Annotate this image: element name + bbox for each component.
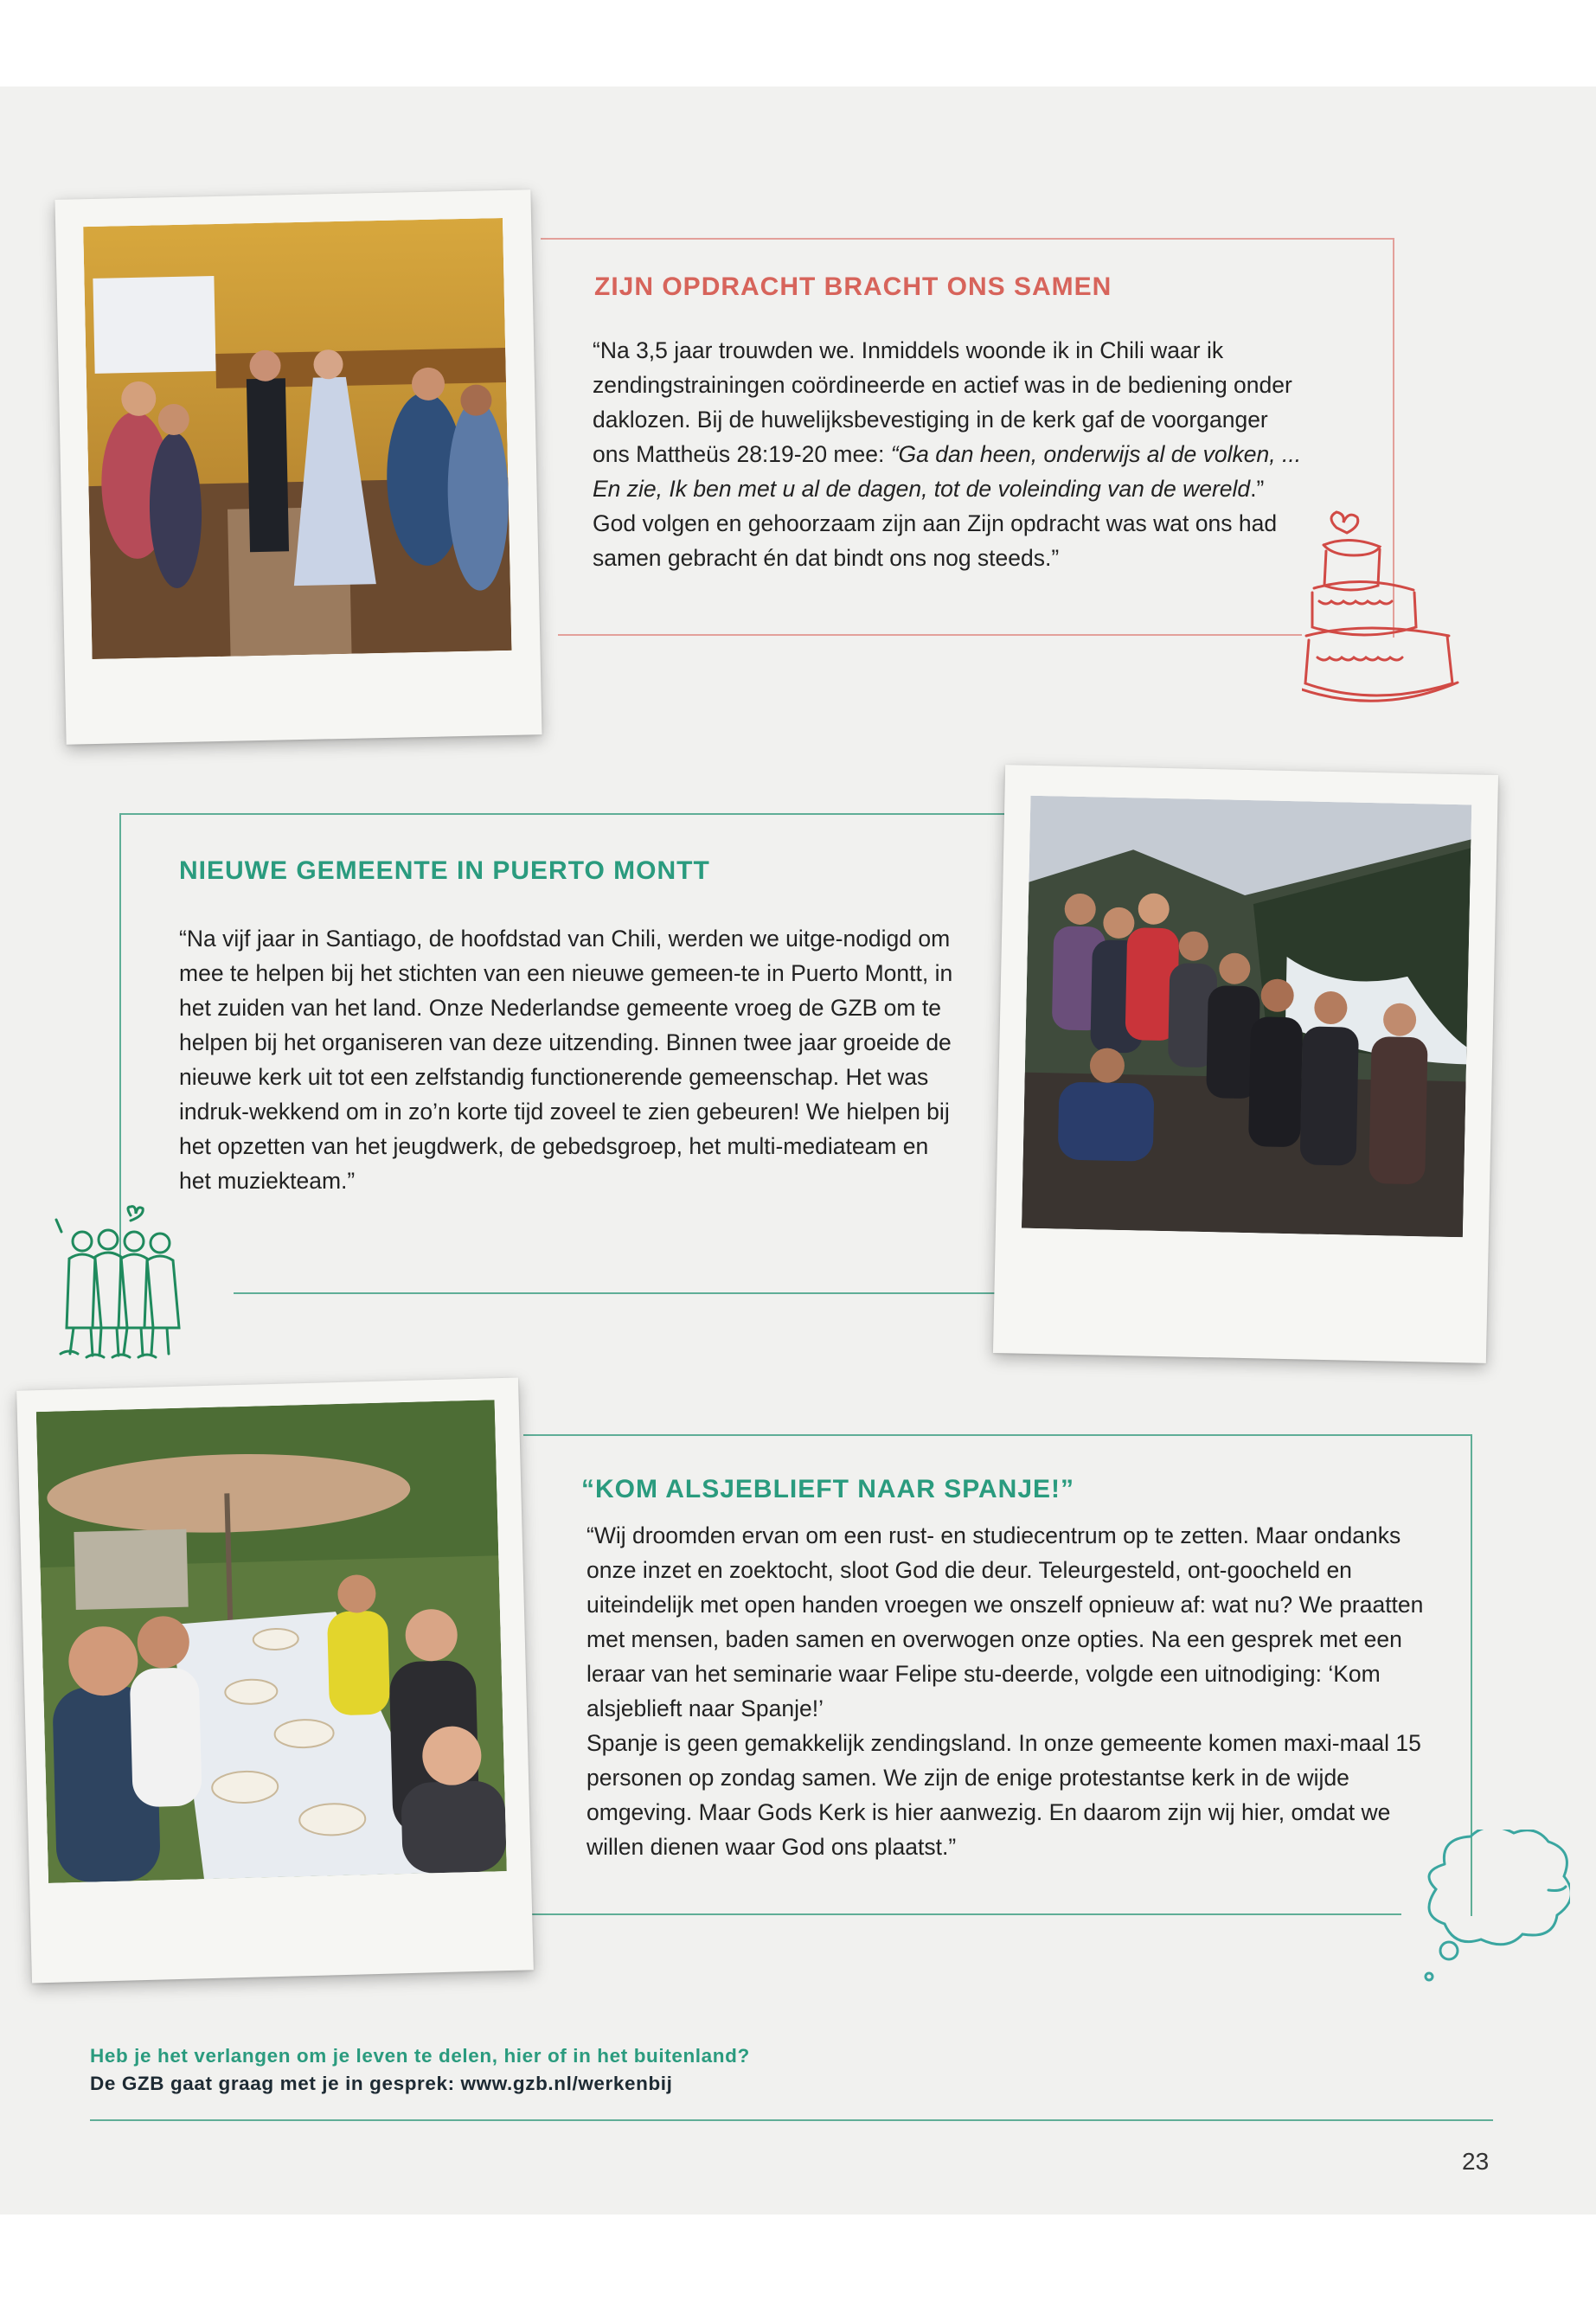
section1-body-text-1: “Na 3,5 jaar trouwden we. Inmiddels woonde ik in Chili waar ik zendingstrainingen coördineerde en actief was in de bediening onder daklozen. Bij de huwelijksbevestiging in de kerk gaf de voorganger ons Mattheüs 28:19-20 mee: xyxy=(593,337,1292,467)
wedding-cake-icon xyxy=(1302,506,1462,727)
dinner-table-photo xyxy=(36,1400,507,1883)
section2-body-text: “Na vijf jaar in Santiago, de hoofdstad van Chili, werden we uitge-nodigd om mee te helpen bij het stichten van een nieuwe gemeen-te in Puerto Montt, in het zuiden van het land. Onze Nederlandse gemeente vroeg de GZB om te helpen bij het organiseren van deze uitzending. Binnen twee jaar groeide de nieuwe kerk uit tot een zelfstandig functionerende gemeenschap. Het was indruk-wekkend om in zo’n korte tijd zoveel te zien gebeuren! We hielpen bij het opzetten van het jeugdwerk, de gebedsgroep, het multi-mediateam en het muziekteam.” xyxy=(179,926,953,1194)
page-number: 23 xyxy=(1462,2148,1490,2175)
wedding-polaroid xyxy=(54,189,542,744)
cta-line1: Heb je het verlangen om je leven te delen, hier of in het buitenland? xyxy=(90,2045,750,2067)
group-polaroid xyxy=(993,765,1498,1363)
section2-bottom-rule xyxy=(234,1292,995,1294)
wedding-photo xyxy=(83,218,511,659)
section1-bottom-rule xyxy=(558,634,1302,636)
section1-body-quote: “Ga dan heen, onderwijs al de volken, ... En zie, Ik ben met u al de dagen, tot de voleinding van de wereld xyxy=(593,441,1302,502)
section1-body-text-2: .” God volgen en gehoorzaam zijn aan Zijn opdracht was wat ons had samen gebracht én dat bindt ons nog steeds.” xyxy=(593,476,1278,571)
footer-rule xyxy=(90,2119,1493,2121)
section2-body xyxy=(179,921,962,1198)
people-group-icon xyxy=(48,1198,203,1371)
section3-bottom-rule xyxy=(510,1913,1401,1915)
section2-heading: NIEUWE GEMEENTE IN PUERTO MONTT xyxy=(179,856,710,885)
speech-cloud-icon xyxy=(1419,1830,1570,1990)
section1-body xyxy=(593,333,1306,575)
section3-body-text-2: Spanje is geen gemakkelijk zendingsland. In onze gemeente komen maxi-maal 15 personen op zondag samen. We zijn de enige protestantse kerk in de wijde omgeving. Maar Gods Kerk is hier aanwezig. En daarom zijn wij hier, omdat we willen dienen waar God ons plaatst.” xyxy=(586,1730,1421,1860)
dinner-polaroid xyxy=(16,1378,534,1984)
group-waterfall-photo xyxy=(1022,796,1471,1238)
cta-line2: De GZB gaat graag met je in gesprek: www.gzb.nl/werkenbij xyxy=(90,2073,673,2094)
section3-heading: “KOM ALSJEBLIEFT NAAR SPANJE!” xyxy=(581,1475,1075,1503)
section3-body xyxy=(586,1518,1430,1864)
section1-heading: ZIJN OPDRACHT BRACHT ONS SAMEN xyxy=(594,272,1112,301)
section3-body-text-1: “Wij droomden ervan om een rust- en studiecentrum op te zetten. Maar ondanks onze inzet en zoektocht, sloot God die deur. Teleurgesteld, ont-goocheld en uiteindelijk met open handen vroegen we onszelf opnieuw af: wat nu? We praatten met mensen, baden samen en overwogen onze opties. Na een gesprek met een leraar van het seminarie waar Felipe stu-deerde, volgde een uitnodiging: ‘Kom alsjeblieft naar Spanje!’ xyxy=(586,1522,1424,1721)
